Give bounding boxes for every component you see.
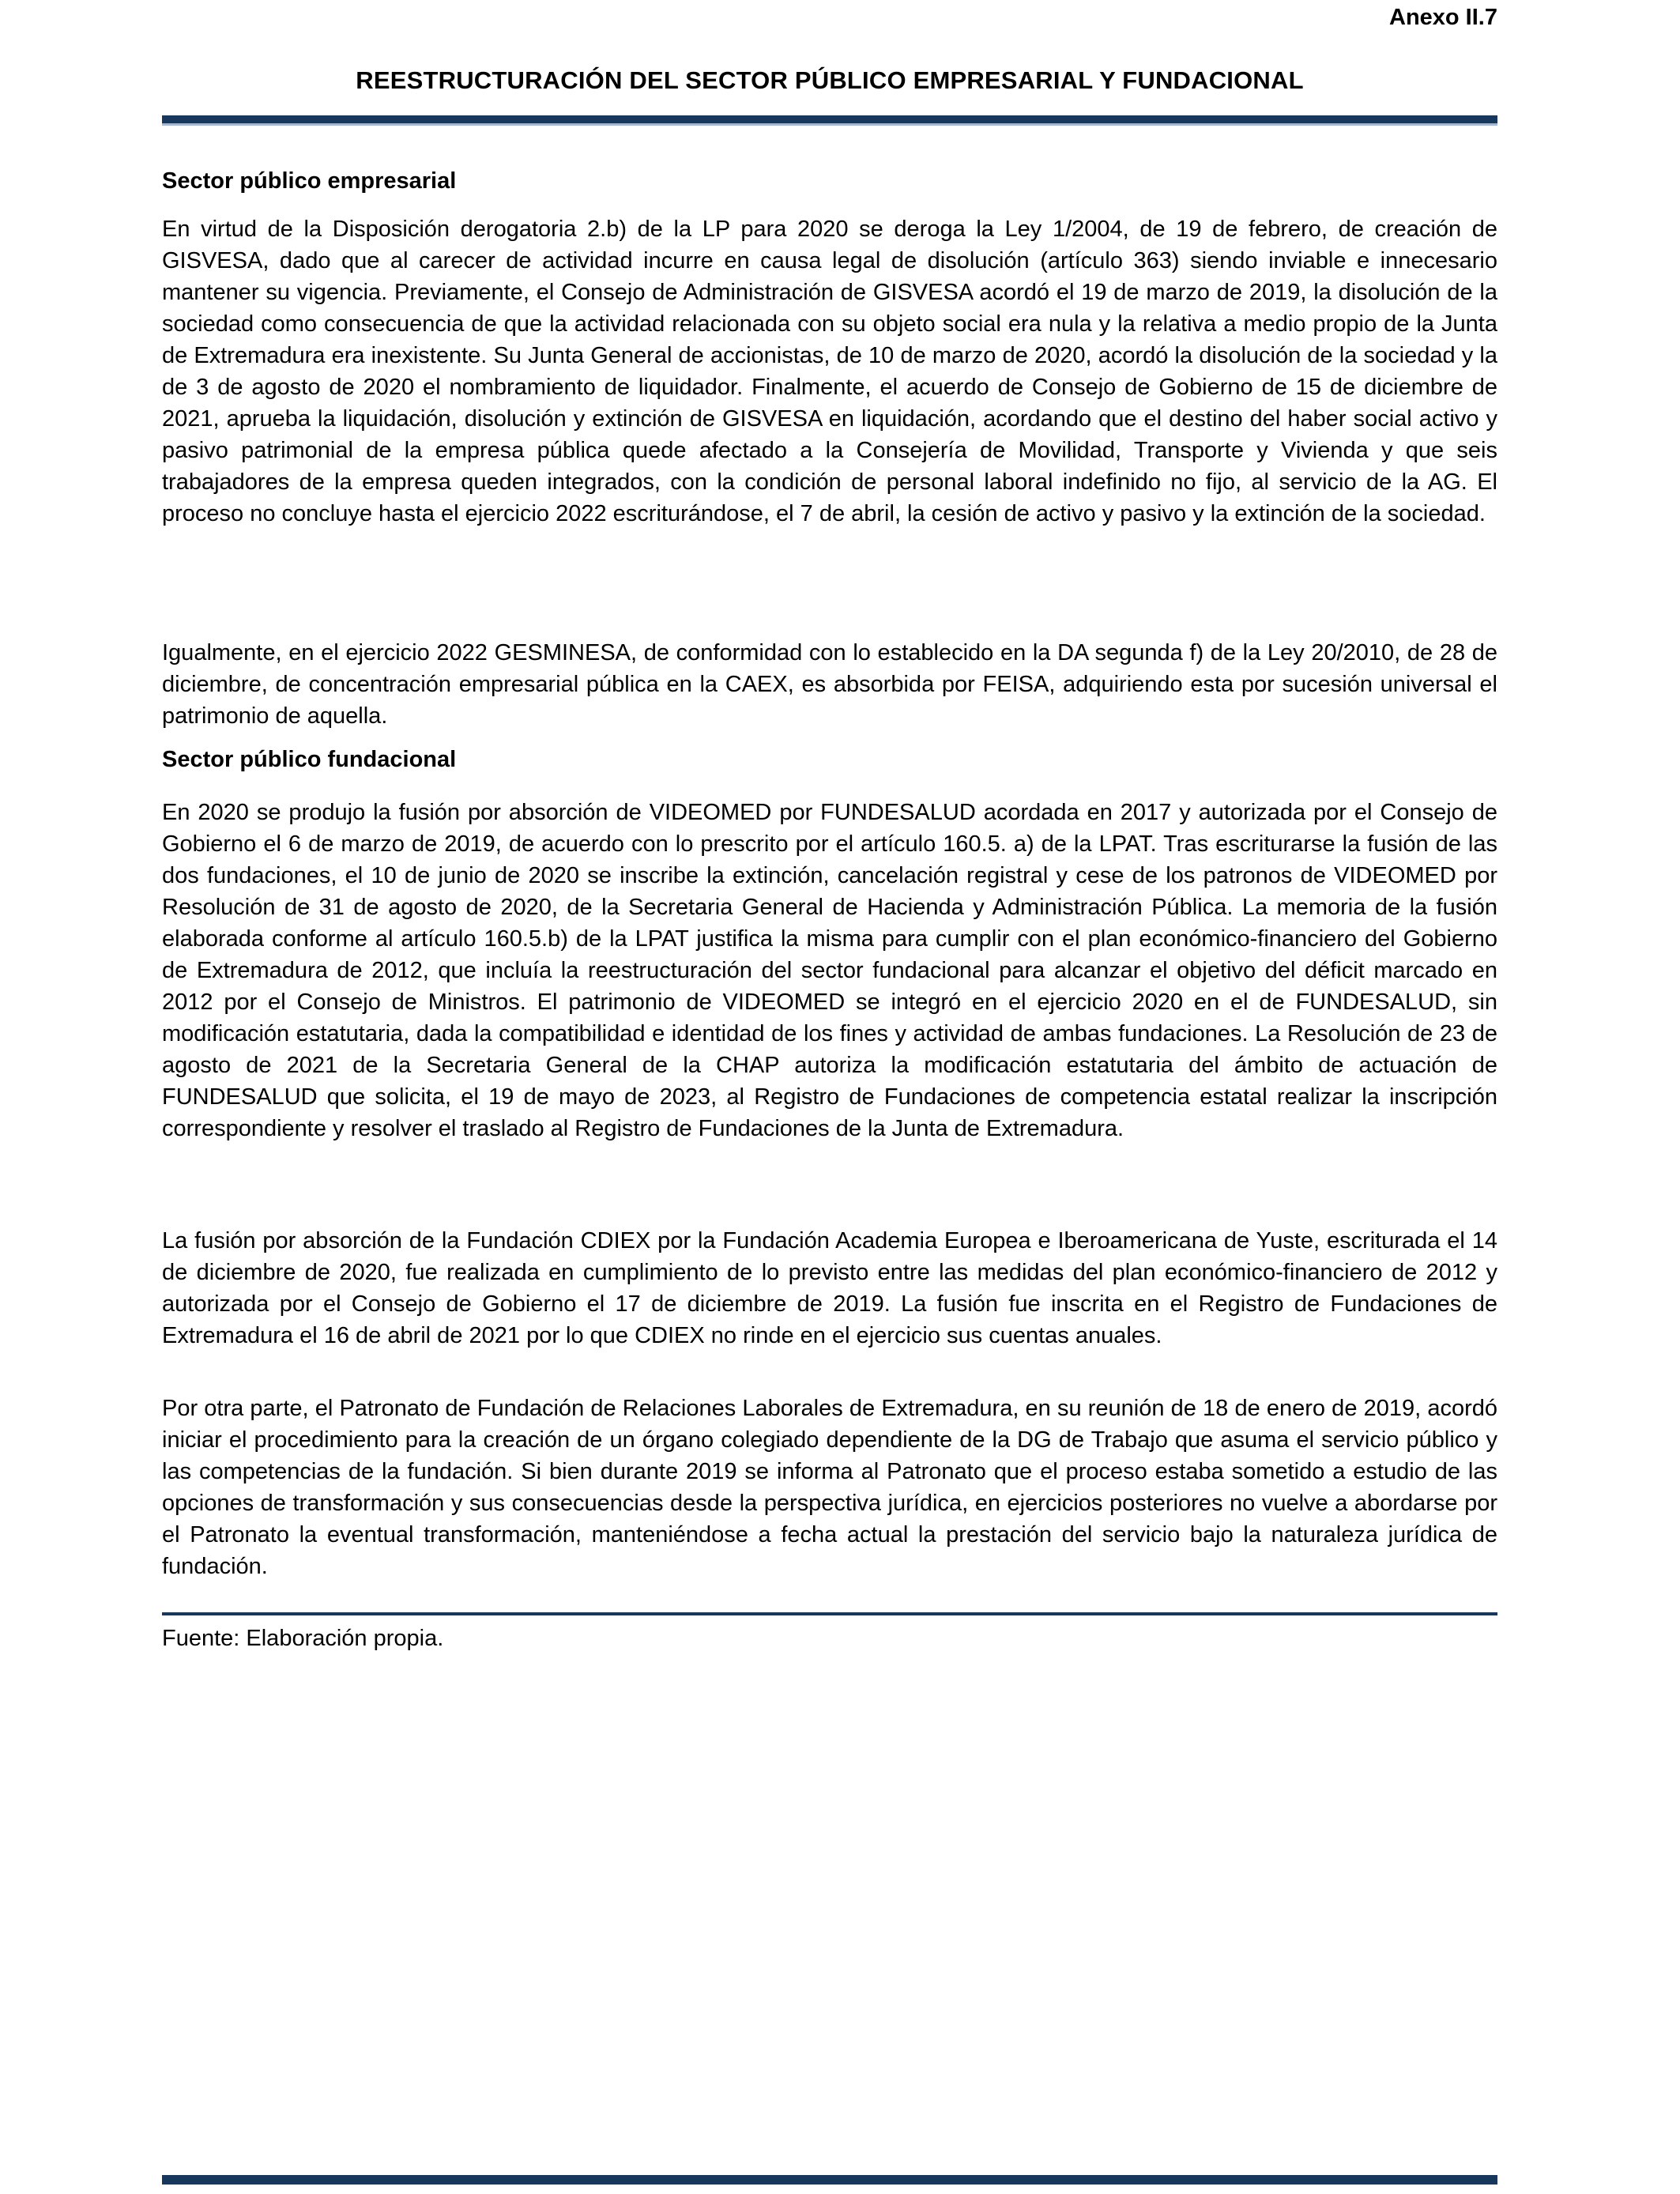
section-heading-sector-publico-empresarial: Sector público empresarial <box>162 168 457 194</box>
source-note: Fuente: Elaboración propia. <box>162 1626 444 1651</box>
section-heading-sector-publico-fundacional: Sector público fundacional <box>162 747 457 772</box>
footer-rule <box>162 2175 1497 2185</box>
paragraph-gisvesa: En virtud de la Disposición derogatoria 2.b) de la LP para 2020 se deroga la Ley 1/2004, de 19 de febrero, de creación de GISVESA, dado que al carecer de actividad incurre en causa legal de disolución (artículo 363) siendo inviable e innecesario mantener su vigencia. Previamente, el Consejo de Administración de GISVESA acordó el 19 de marzo de 2019, la disolución de la sociedad como consecuencia de que la actividad relacionada con su objeto social era nula y la relativa a medio propio de la Junta de Extremadura era inexistente. Su Junta General de accionistas, de 10 de marzo de 2020, acordó la disolución de la sociedad y la de 3 de agosto de 2020 el nombramiento de liquidador. Finalmente, el acuerdo de Consejo de Gobierno de 15 de diciembre de 2021, aprueba la liquidación, disolución y extinción de GISVESA en liquidación, acordando que el destino del haber social activo y pasivo patrimonial de la empresa pública quede afectado a la Consejería de Movilidad, Transporte y Vivienda y que seis trabajadores de la empresa queden integrados, con la condición de personal laboral indefinido no fijo, al servicio de la AG. El proceso no concluye hasta el ejercicio 2022 escriturándose, el 7 de abril, la cesión de activo y pasivo y la extinción de la sociedad. <box>162 217 1497 526</box>
paragraph-cdiex-yuste: La fusión por absorción de la Fundación CDIEX por la Fundación Academia Europea e Iberoamericana de Yuste, escriturada el 14 de diciembre de 2020, fue realizada en cumplimiento de lo previsto entre las medidas del plan económico-financiero de 2012 y autorizada por el Consejo de Gobierno el 17 de diciembre de 2019. La fusión fue inscrita en el Registro de Fundaciones de Extremadura el 16 de abril de 2021 por lo que CDIEX no rinde en el ejercicio sus cuentas anuales. <box>162 1228 1497 1348</box>
title-rule <box>162 115 1497 126</box>
paragraph-relaciones-laborales: Por otra parte, el Patronato de Fundación de Relaciones Laborales de Extremadura, en su reunión de 18 de enero de 2019, acordó iniciar el procedimiento para la creación de un órgano colegiado dependiente de la DG de Trabajo que asuma el servicio público y las competencias de la fundación. Si bien durante 2019 se informa al Patronato que el proceso estaba sometido a estudio de las opciones de transformación y sus consecuencias desde la perspectiva jurídica, en ejercicios posteriores no vuelve a abordarse por el Patronato la eventual transformación, manteniéndose a fecha actual la prestación del servicio bajo la naturaleza jurídica de fundación. <box>162 1396 1497 1579</box>
paragraph-videomed-fundesalud: En 2020 se produjo la fusión por absorción de VIDEOMED por FUNDESALUD acordada en 2017 y autorizada por el Consejo de Gobierno el 6 de marzo de 2019, de acuerdo con lo prescrito por el artículo 160.5. a) de la LPAT. Tras escriturarse la fusión de las dos fundaciones, el 10 de junio de 2020 se inscribe la extinción, cancelación registral y cese de los patronos de VIDEOMED por Resolución de 31 de agosto de 2020, de la Secretaria General de Hacienda y Administración Pública. La memoria de la fusión elaborada conforme al artículo 160.5.b) de la LPAT justifica la misma para cumplir con el plan económico-financiero del Gobierno de Extremadura de 2012, que incluía la reestructuración del sector fundacional para alcanzar el objetivo del déficit marcado en 2012 por el Consejo de Ministros. El patrimonio de VIDEOMED se integró en el ejercicio 2020 en el de FUNDESALUD, sin modificación estatutaria, dada la compatibilidad e identidad de los fines y actividad de ambas fundaciones. La Resolución de 23 de agosto de 2021 de la Secretaria General de la CHAP autoriza la modificación estatutaria del ámbito de actuación de FUNDESALUD que solicita, el 19 de mayo de 2023, al Registro de Fundaciones de competencia estatal realizar la inscripción correspondiente y resolver el traslado al Registro de Fundaciones de la Junta de Extremadura. <box>162 800 1497 1141</box>
paragraph-gesminesa: Igualmente, en el ejercicio 2022 GESMINESA, de conformidad con lo establecido en la DA segunda f) de la Ley 20/2010, de 28 de diciembre, de concentración empresarial pública en la CAEX, es absorbida por FEISA, adquiriendo esta por sucesión universal el patrimonio de aquella. <box>162 640 1497 729</box>
annex-label: Anexo II.7 <box>1389 5 1497 30</box>
page-title: REESTRUCTURACIÓN DEL SECTOR PÚBLICO EMPRESARIAL Y FUNDACIONAL <box>356 66 1304 94</box>
source-rule <box>162 1612 1497 1615</box>
